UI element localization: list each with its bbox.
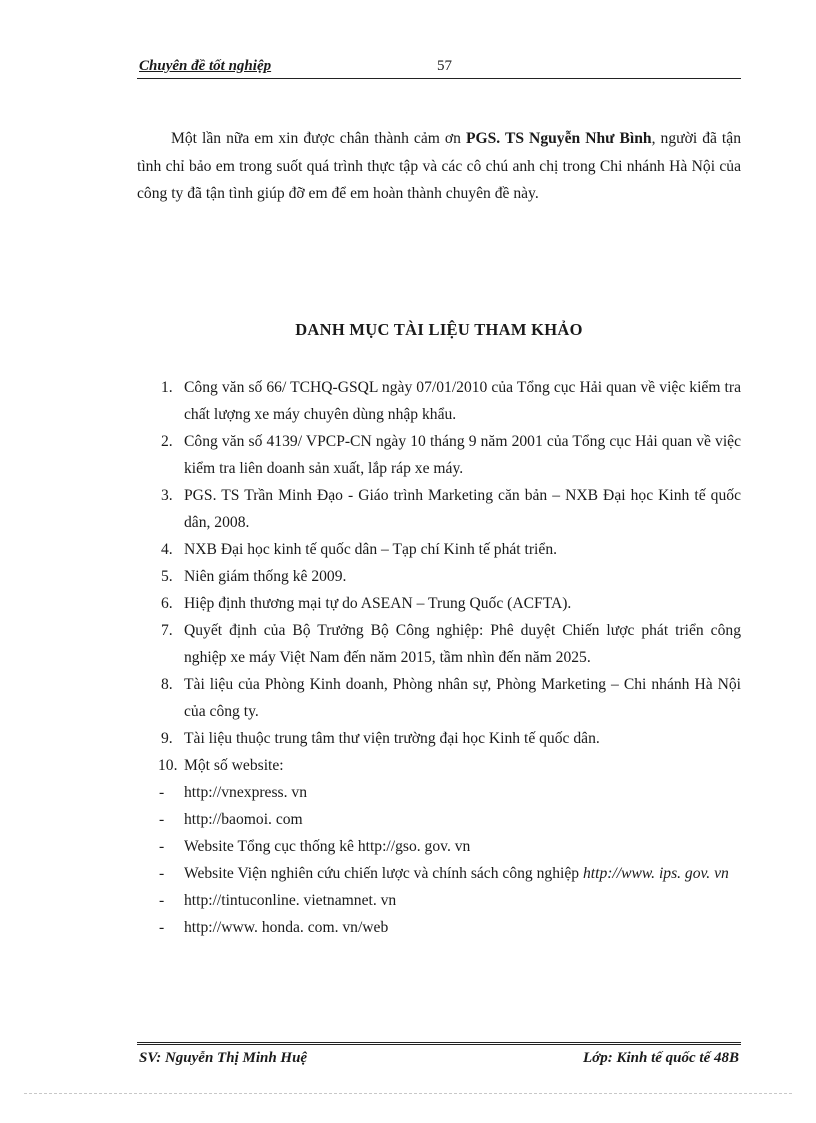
page-header xyxy=(137,56,741,79)
website-link[interactable]: http://www. ips. gov. vn xyxy=(582,865,729,882)
website-text: http://vnexpress. vn xyxy=(184,784,308,801)
acknowledgement-text-end: , người đã tận tình chỉ bảo em trong suốt quá trình thực tập và các cô chú anh chị trong Chi nhánh Hà Nội của công ty đã tận tình giúp đỡ em để em hoàn thành chuyên đề này. xyxy=(137,130,741,202)
reference-text: Niên giám thống kê 2009. xyxy=(184,568,347,585)
reference-item xyxy=(137,752,741,779)
reference-number: 2. xyxy=(161,433,173,450)
reference-item xyxy=(137,374,741,428)
website-text: Website Viện nghiên cứu chiến lược và chính sách công nghiệp xyxy=(184,865,583,882)
reference-text: Tài liệu của Phòng Kinh doanh, Phòng nhân sự, Phòng Marketing – Chi nhánh Hà Nội của công ty. xyxy=(184,676,741,720)
bullet-dash: - xyxy=(159,865,165,882)
bullet-dash: - xyxy=(159,838,165,855)
reference-item xyxy=(137,482,741,536)
reference-number: 3. xyxy=(161,487,173,504)
website-text: http://baomoi. com xyxy=(184,811,303,828)
reference-text: Quyết định của Bộ Trưởng Bộ Công nghiệp: Phê duyệt Chiến lược phát triển công nghiệp xe máy Việt Nam đến năm 2015, tầm nhìn đến năm 2025. xyxy=(184,622,741,666)
reference-text: Tài liệu thuộc trung tâm thư viện trường đại học Kinh tế quốc dân. xyxy=(184,730,600,747)
page-footer xyxy=(137,1042,741,1071)
reference-number: 1. xyxy=(161,379,173,396)
acknowledgement-paragraph xyxy=(137,125,741,208)
website-text: http://tintuconline. vietnamnet. vn xyxy=(184,892,397,909)
reference-number: 6. xyxy=(161,595,173,612)
acknowledgement-text-start: Một lần nữa em xin được chân thành cảm ơn xyxy=(171,130,466,147)
footer-student-name: SV: Nguyễn Thị Minh Huệ xyxy=(139,1050,308,1066)
reference-list xyxy=(137,374,741,941)
website-item xyxy=(137,833,741,860)
website-item xyxy=(137,860,741,887)
reference-text: Một số website: xyxy=(184,757,284,774)
website-item xyxy=(137,887,741,914)
reference-item xyxy=(137,428,741,482)
reference-item xyxy=(137,563,741,590)
reference-number: 8. xyxy=(161,676,173,693)
website-item xyxy=(137,914,741,941)
website-text: http://www. honda. com. vn/web xyxy=(184,919,389,936)
footer-class-name: Lớp: Kinh tế quốc tế 48B xyxy=(583,1050,739,1066)
reference-number: 4. xyxy=(161,541,173,558)
bullet-dash: - xyxy=(159,811,165,828)
reference-number: 9. xyxy=(161,730,173,747)
website-item xyxy=(137,806,741,833)
reference-item xyxy=(137,536,741,563)
references-heading: DANH MỤC TÀI LIỆU THAM KHẢO xyxy=(295,320,583,339)
reference-number: 10. xyxy=(158,757,178,774)
reference-item xyxy=(137,671,741,725)
bullet-dash: - xyxy=(159,919,165,936)
advisor-name: PGS. TS Nguyễn Như Bình xyxy=(465,130,652,147)
page-number: 57 xyxy=(437,58,452,74)
bullet-dash: - xyxy=(159,784,165,801)
reference-text: NXB Đại học kinh tế quốc dân – Tạp chí Kinh tế phát triển. xyxy=(184,541,558,558)
website-item xyxy=(137,779,741,806)
reference-text: PGS. TS Trần Minh Đạo - Giáo trình Marketing căn bản – NXB Đại học Kinh tế quốc dân, 2008. xyxy=(184,487,741,531)
reference-item xyxy=(137,590,741,617)
reference-item xyxy=(137,617,741,671)
reference-text: Công văn số 66/ TCHQ-GSQL ngày 07/01/2010 của Tổng cục Hải quan về việc kiểm tra chất lượng xe máy chuyên dùng nhập khẩu. xyxy=(184,379,741,423)
reference-number: 7. xyxy=(161,622,173,639)
reference-item xyxy=(137,725,741,752)
website-text: Website Tổng cục thống kê http://gso. gov. vn xyxy=(184,838,471,855)
bullet-dash: - xyxy=(159,892,165,909)
reference-text: Hiệp định thương mại tự do ASEAN – Trung Quốc (ACFTA). xyxy=(184,595,572,612)
reference-text: Công văn số 4139/ VPCP-CN ngày 10 tháng 9 năm 2001 của Tổng cục Hải quan về việc kiểm tra liên doanh sản xuất, lắp ráp xe máy. xyxy=(184,433,741,477)
page-bottom-edge xyxy=(24,1093,792,1094)
reference-number: 5. xyxy=(161,568,173,585)
header-doc-label: Chuyên đề tốt nghiệp xyxy=(139,58,272,74)
